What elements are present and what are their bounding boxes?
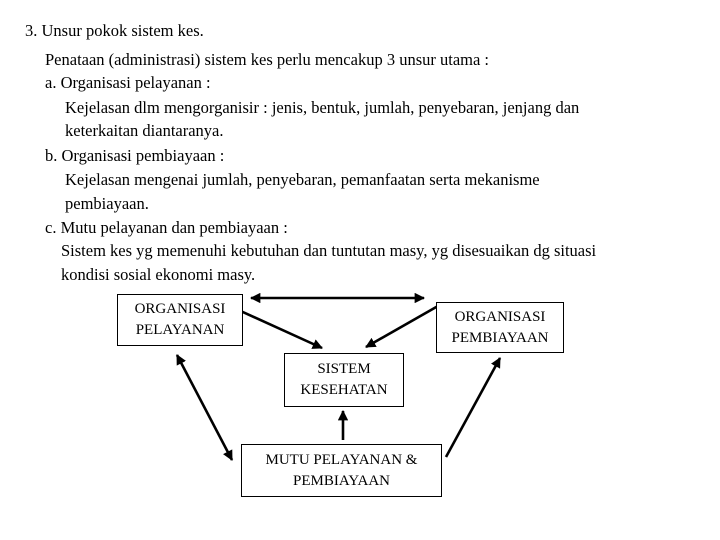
arrow-pelayanan-mutu <box>177 355 232 460</box>
box-sistem-kesehatan-line-2: KESEHATAN <box>300 382 388 398</box>
item-b-desc-1: Kejelasan mengenai jumlah, penyebaran, pemanfaatan serta mekanisme <box>65 170 540 189</box>
heading: 3. Unsur pokok sistem kes. <box>25 21 204 40</box>
box-mutu-pelayanan-pembiayaan <box>241 444 442 497</box>
box-organisasi-pembiayaan-line-2: PEMBIAYAAN <box>451 329 549 346</box>
box-mutu-line-1: MUTU PELAYANAN & <box>265 451 418 468</box>
box-organisasi-pelayanan-line-2: PELAYANAN <box>135 322 225 338</box>
box-mutu-line-2: PEMBIAYAAN <box>293 472 390 489</box>
arrow-pembiayaan-to-mutu <box>446 358 500 457</box>
box-organisasi-pembiayaan <box>436 302 564 353</box>
box-sistem-kesehatan-line-1: SISTEM <box>317 361 371 377</box>
intro-text: Penataan (administrasi) sistem kes perlu mencakup 3 unsur utama : <box>45 50 490 69</box>
item-a-desc-2: keterkaitan diantaranya. <box>65 121 224 140</box>
item-a-desc-1: Kejelasan dlm mengorganisir : jenis, bentuk, jumlah, penyebaran, jenjang dan <box>65 98 580 117</box>
item-c-desc-2: kondisi sosial ekonomi masy. <box>61 265 256 284</box>
box-organisasi-pelayanan-line-1: ORGANISASI <box>134 301 226 317</box>
item-b-desc-2: pembiayaan. <box>65 194 149 213</box>
arrow-pembiayaan-to-sistem <box>366 306 438 347</box>
item-c-desc-1: Sistem kes yg memenuhi kebutuhan dan tuntutan masy, yg disesuaikan dg situasi <box>61 241 597 260</box>
item-b-title: b. Organisasi pembiayaan : <box>45 146 225 165</box>
item-a-title: a. Organisasi pelayanan : <box>45 73 211 92</box>
box-organisasi-pelayanan <box>117 294 243 346</box>
box-sistem-kesehatan <box>284 353 404 407</box>
item-c-title: c. Mutu pelayanan dan pembiayaan : <box>45 218 288 237</box>
box-organisasi-pembiayaan-line-1: ORGANISASI <box>454 308 546 325</box>
